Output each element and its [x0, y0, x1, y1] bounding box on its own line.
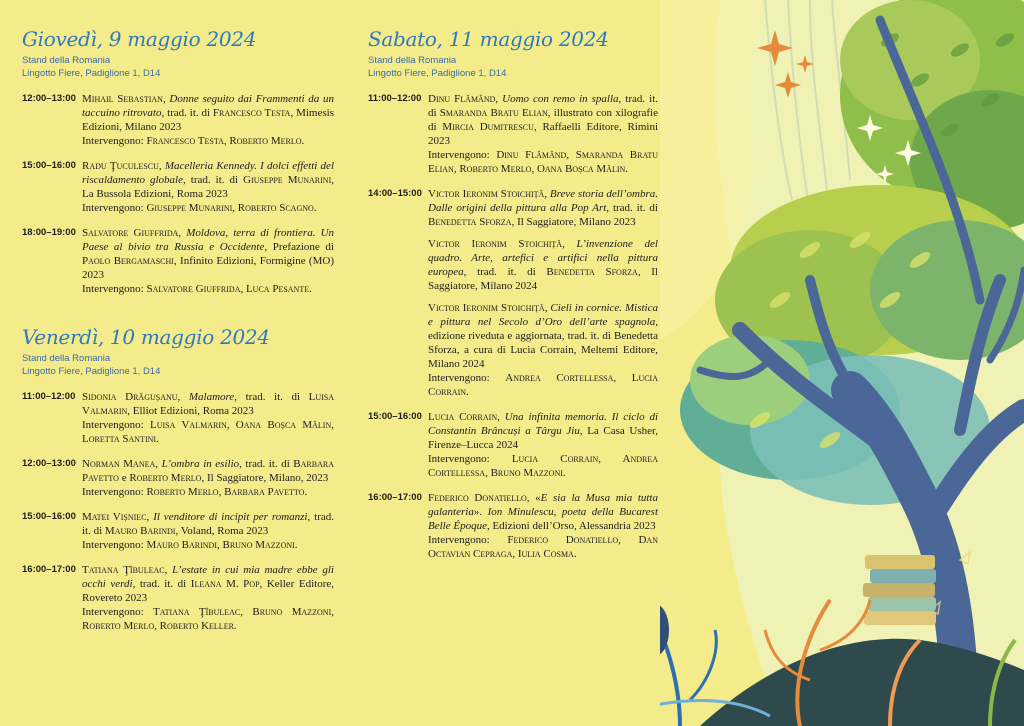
event-text: ,	[562, 238, 577, 250]
event-text: Intervengono:	[82, 202, 147, 214]
event-paragraph	[82, 282, 334, 296]
event-text: Intervengono:	[82, 606, 154, 618]
event-time: 12:00–13:00	[22, 93, 76, 104]
name-smallcaps: Mihail Sebastian	[82, 93, 163, 105]
column-left	[22, 0, 334, 644]
event-time: 11:00–12:00	[368, 93, 422, 104]
event-text: , trad. it. di	[132, 578, 191, 590]
day-section	[22, 28, 334, 296]
name-smallcaps: Tatiana Ţîbuleac, Bruno Mazzoni, Roberto Merlo, Roberto Keller.	[82, 606, 334, 632]
event-paragraph	[82, 538, 334, 552]
event-paragraph	[82, 485, 334, 499]
event-text: , trad. it. di	[239, 458, 294, 470]
event-paragraph	[82, 159, 334, 201]
name-smallcaps: Francesco Testa, Roberto Merlo.	[146, 135, 305, 147]
name-smallcaps: Andrea Cortellessa, Lucia Corrain.	[428, 372, 658, 398]
event-body	[82, 92, 334, 148]
event-paragraph	[82, 226, 334, 282]
name-smallcaps: Roberto Merlo, Barbara Pavetto.	[146, 486, 308, 498]
event-text: Intervengono:	[428, 372, 506, 384]
name-smallcaps: Dinu Flămând, Smaranda Bratu Elian, Roberto Merlo, Oana Boșca Mălin.	[428, 149, 659, 175]
event-text: , trad. it. di	[428, 93, 659, 119]
event-body	[82, 159, 334, 215]
event-paragraph	[428, 148, 658, 176]
events-list	[368, 92, 658, 561]
event-text: , Voland, Roma 2023	[175, 525, 269, 537]
event-paragraph	[82, 457, 334, 485]
event-text: e	[118, 472, 130, 484]
event-time: 11:00–12:00	[22, 391, 76, 402]
event-text: Intervengono:	[428, 149, 497, 161]
event-text: Intervengono:	[428, 453, 512, 465]
event-text: Intervengono:	[82, 486, 147, 498]
book-title: Malamore	[188, 391, 235, 403]
event-time: 15:00–16:00	[22, 511, 76, 522]
day-section	[368, 28, 658, 561]
event-body	[82, 563, 334, 633]
event-body	[428, 491, 658, 561]
event-text: , trad. it. di	[606, 202, 658, 214]
event-text: ,	[158, 160, 165, 172]
event-paragraph	[82, 418, 334, 446]
event-text: Intervengono:	[428, 534, 508, 546]
name-smallcaps: Smaranda Bratu Elian	[439, 107, 548, 119]
name-smallcaps: Radu Ţuculescu	[82, 160, 159, 172]
event-item	[22, 563, 334, 633]
event-text: , Mimesis Edizioni, Milano 2023	[82, 107, 334, 133]
name-smallcaps: Benedetta Sforza	[546, 266, 638, 278]
name-smallcaps: Giuseppe Munarini	[243, 174, 332, 186]
column-middle	[368, 0, 658, 572]
event-text: Intervengono:	[82, 283, 147, 295]
event-text: , Edizioni dell’Orso, Alessandria 2023	[486, 520, 656, 532]
event-item	[368, 410, 658, 480]
event-text: , illustrato con xilografie di	[428, 107, 658, 133]
tree-illustration	[660, 0, 1024, 726]
event-text: ,	[162, 93, 170, 105]
name-smallcaps: Roberto Merlo	[129, 472, 202, 484]
name-smallcaps: Ileana M. Pop	[190, 578, 260, 590]
event-item	[22, 159, 334, 215]
event-time: 14:00–15:00	[368, 188, 422, 199]
event-paragraph	[428, 410, 658, 452]
event-text: , trad. it. di	[82, 511, 334, 537]
event-time: 16:00–17:00	[22, 564, 76, 575]
event-text: , Infinito Edizioni, Formigine (MO) 2023	[82, 255, 334, 281]
events-list	[22, 390, 334, 633]
book-title: E sia la Musa mia tutta galanteria	[428, 492, 658, 518]
name-smallcaps: Federico Donatiello	[428, 492, 527, 504]
book-title: Cieli in cornice. Mistica e pittura nel Secolo d’Oro dell’arte spagnola	[428, 302, 658, 328]
name-smallcaps: Barbara Pavetto	[82, 458, 334, 484]
event-text: ,	[544, 302, 551, 314]
book-title: Macelleria Kennedy. I dolci effetti del riscaldamento globale	[82, 160, 334, 186]
event-paragraph	[82, 201, 334, 215]
name-smallcaps: Luisa Valmarin	[82, 391, 334, 417]
event-time: 18:00–19:00	[22, 227, 76, 238]
name-smallcaps: Victor Ieronim Stoichiță	[428, 188, 545, 200]
name-smallcaps: Giuseppe Munarini, Roberto Scagno.	[146, 202, 317, 214]
event-body	[428, 92, 658, 176]
event-item	[22, 457, 334, 499]
event-text: , Prefazione di	[264, 241, 334, 253]
event-item	[368, 491, 658, 561]
event-paragraph	[82, 563, 334, 605]
events-list	[22, 92, 334, 296]
event-item	[22, 510, 334, 552]
event-time: 15:00–16:00	[22, 160, 76, 171]
event-text: , Raffaelli Editore, Rimini 2023	[428, 121, 658, 147]
day-title: Venerdì, 10 maggio 2024	[22, 325, 270, 349]
event-text: ,	[164, 564, 173, 576]
venue-line: Lingotto Fiere, Padiglione 1, D14	[22, 366, 161, 377]
book-title: Una infinita memoria. Il ciclo di Constantin Brâncuși a Târgu Jiu	[428, 411, 659, 437]
name-smallcaps: Francesco Testa	[212, 107, 291, 119]
event-text: ,	[155, 458, 162, 470]
day-title: Sabato, 11 maggio 2024	[368, 27, 609, 51]
event-time: 12:00–13:00	[22, 458, 76, 469]
venue-line: Lingotto Fiere, Padiglione 1, D14	[368, 68, 507, 79]
event-body	[82, 510, 334, 552]
event-item	[22, 92, 334, 148]
event-text: Intervengono:	[82, 539, 147, 551]
event-text: ,	[544, 188, 550, 200]
event-paragraph	[428, 371, 658, 399]
event-text: , Il Saggiatore, Milano 2023	[511, 216, 636, 228]
event-text: ».	[473, 506, 488, 518]
name-smallcaps: Lucia Corrain, Andrea Cortellessa, Bruno Mazzoni.	[428, 453, 658, 479]
event-text: Intervengono:	[82, 419, 150, 431]
event-text: , Keller Editore, Rovereto 2023	[82, 578, 334, 604]
name-smallcaps: Mauro Barindi, Bruno Mazzoni.	[146, 539, 298, 551]
venue-line: Stand della Romania	[368, 55, 457, 66]
name-smallcaps: Victor Ieronim Stoichiță	[428, 238, 563, 250]
name-smallcaps: Victor Ieronim Stoichiță	[428, 302, 545, 314]
name-smallcaps: Salvatore Giuffrida	[82, 227, 179, 239]
name-smallcaps: Benedetta Sforza	[428, 216, 512, 228]
event-text: , La Casa Usher, Firenze–Lucca 2024	[428, 425, 658, 451]
name-smallcaps: Sidonia Drăgușanu	[82, 391, 178, 403]
event-paragraph	[428, 187, 658, 229]
venue-line: Stand della Romania	[22, 55, 111, 66]
name-smallcaps: Dinu Flămând	[428, 93, 496, 105]
event-paragraph	[428, 533, 658, 561]
event-paragraph	[428, 301, 658, 371]
event-text: , La Bussola Edizioni, Roma 2023	[82, 174, 335, 200]
event-item	[368, 187, 658, 399]
book-title: Uomo con remo in spalla	[502, 93, 619, 105]
name-smallcaps: Luisa Valmarin, Oana Boșca Mălin, Loretta Santini.	[82, 419, 334, 445]
event-item	[22, 390, 334, 446]
event-text: , Il Saggiatore, Milano, 2023	[201, 472, 329, 484]
event-paragraph	[428, 491, 658, 533]
book-title: L’ombra in esilio	[161, 458, 240, 470]
book-title: L’estate in cui mia madre ebbe gli occhi verdi	[82, 564, 334, 590]
event-paragraph	[428, 452, 658, 480]
event-text: , Il Saggiatore, Milano 2024	[428, 266, 658, 292]
event-item	[368, 92, 658, 176]
event-text: ,	[146, 511, 154, 523]
book-stack-icon	[863, 555, 936, 625]
event-body	[82, 457, 334, 499]
book-title: Il venditore di incipit per romanzi	[153, 511, 308, 523]
name-smallcaps: Matei Vișniec	[82, 511, 147, 523]
event-text: , trad. it. di	[234, 391, 309, 403]
event-text: ,	[495, 93, 503, 105]
event-text: , edizione riveduta e aggiornata, trad. it. di Benedetta Sforza, a cura di Lucia Corrain, Meltemi Editore, Milano 2024	[428, 316, 658, 370]
event-item	[22, 226, 334, 296]
name-smallcaps: Federico Donatiello, Dan Octavian Cepraga, Iulia Cosma.	[428, 534, 658, 560]
day-title: Giovedì, 9 maggio 2024	[22, 27, 257, 51]
event-text: , trad. it. di	[182, 174, 244, 186]
book-title: Ion Minulescu, poeta della Bucarest Belle Époque	[428, 506, 658, 532]
book-title: Donne seguito dai Frammenti da un taccuino ritrovato	[82, 93, 334, 119]
name-smallcaps: Mauro Barindi	[104, 525, 176, 537]
event-text: , trad. it. di	[161, 107, 213, 119]
name-smallcaps: Mircia Dumitrescu	[442, 121, 534, 133]
event-text: Intervengono:	[82, 135, 147, 147]
event-paragraph	[428, 92, 658, 148]
venue-line: Lingotto Fiere, Padiglione 1, D14	[22, 68, 161, 79]
event-paragraph	[82, 510, 334, 538]
event-body	[428, 410, 658, 480]
name-smallcaps: Paolo Bergamaschi	[82, 255, 174, 267]
name-smallcaps: Lucia Corrain	[428, 411, 498, 423]
book-title: L’invenzione del quadro. Arte, artefici e artifici nella pittura europea	[428, 238, 658, 278]
event-body	[82, 226, 334, 296]
event-paragraph	[428, 237, 658, 293]
event-paragraph	[82, 134, 334, 148]
day-section	[22, 326, 334, 633]
event-time: 15:00–16:00	[368, 411, 422, 422]
event-paragraph	[82, 92, 334, 134]
event-body	[82, 390, 334, 446]
book-title: Moldova, terra di frontiera. Un Paese al bivio tra Russia e Occidente	[82, 227, 335, 253]
event-text: , Elliot Edizioni, Roma 2023	[127, 405, 254, 417]
name-smallcaps: Tatiana Ţîbuleac	[82, 564, 165, 576]
event-text: ,	[177, 391, 189, 403]
event-text: , trad. it. di	[463, 266, 547, 278]
book-title: Breve storia dell’ombra. Dalle origini della pittura alla Pop Art	[428, 188, 659, 214]
event-paragraph	[82, 390, 334, 418]
event-text: ,	[178, 227, 187, 239]
name-smallcaps: Norman Manea	[82, 458, 156, 470]
event-paragraph	[82, 605, 334, 633]
event-time: 16:00–17:00	[368, 492, 422, 503]
event-text: , «	[526, 492, 541, 504]
name-smallcaps: Salvatore Giuffrida, Luca Pesante.	[146, 283, 312, 295]
event-text: ,	[497, 411, 505, 423]
venue-line: Stand della Romania	[22, 353, 111, 364]
event-body	[428, 187, 658, 399]
